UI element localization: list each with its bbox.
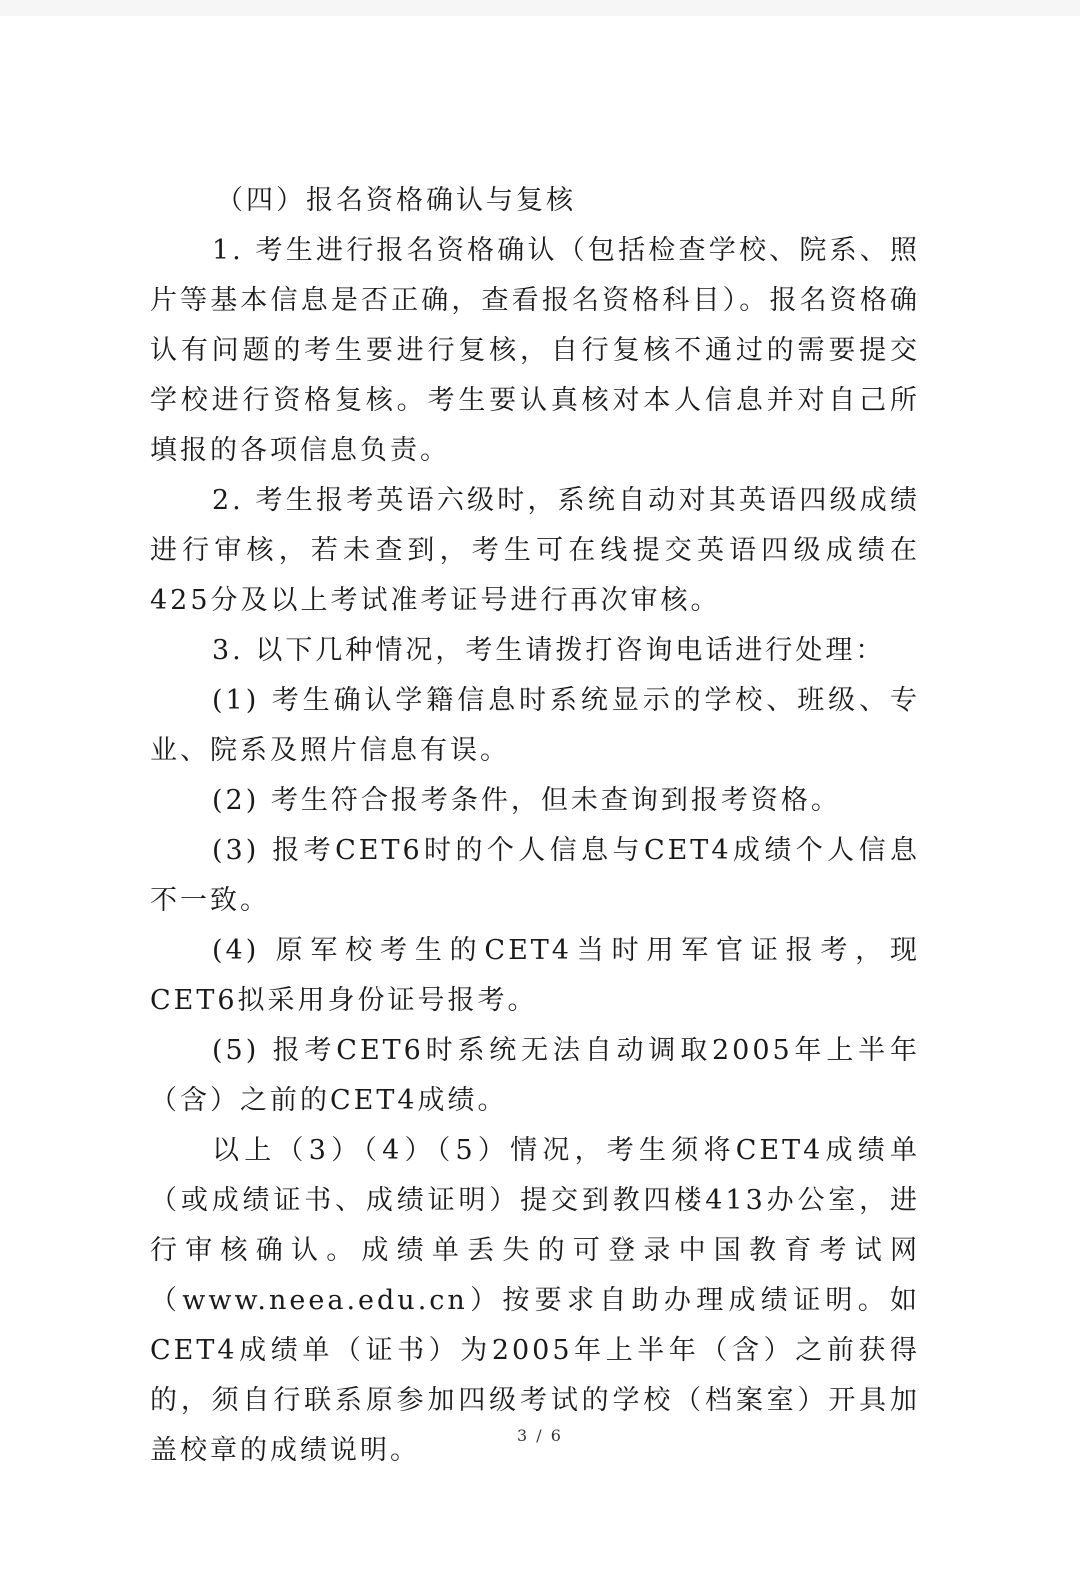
closing-paragraph: 以上（3）（4）（5）情况，考生须将CET4成绩单（或成绩证书、成绩证明）提交到教四楼413办公室，进行审核确认。成绩单丢失的可登录中国教育考试网（www.neea.edu.cn）按要求自助办理成绩证明。如CET4成绩单（证书）为2005年上半年（含）之前获得的，须自行联系原参加四级考试的学校（档案室）开具加盖校章的成绩说明。: [150, 1135, 920, 1466]
case-item-4: (4) 原军校考生的CET4当时用军官证报考，现CET6拟采用身份证号报考。: [150, 935, 920, 1016]
case-item-2: (2) 考生符合报考条件，但未查询到报考资格。: [212, 785, 841, 816]
paragraph-3: 3. 以下几种情况，考生请拨打咨询电话进行处理：: [212, 635, 886, 666]
page-number: 3 / 6: [517, 1426, 563, 1445]
top-edge: [0, 0, 1080, 16]
document-body: [150, 176, 920, 1476]
paragraph-1: 1. 考生进行报名资格确认（包括检查学校、院系、照片等基本信息是否正确，查看报名资格科目）。报名资格确认有问题的考生要进行复核，自行复核不通过的需要提交学校进行资格复核。考生要认真核对本人信息并对自己所填报的各项信息负责。: [150, 235, 920, 466]
section-heading: （四）报名资格确认与复核: [216, 185, 576, 216]
case-item-3: (3) 报考CET6时的个人信息与CET4成绩个人信息不一致。: [150, 835, 920, 916]
case-item-1: (1) 考生确认学籍信息时系统显示的学校、班级、专业、院系及照片信息有误。: [150, 685, 920, 766]
case-item-5: (5) 报考CET6时系统无法自动调取2005年上半年（含）之前的CET4成绩。: [150, 1035, 920, 1116]
paragraph-2: 2. 考生报考英语六级时，系统自动对其英语四级成绩进行审核，若未查到，考生可在线提交英语四级成绩在425分及以上考试准考证号进行再次审核。: [150, 485, 920, 616]
